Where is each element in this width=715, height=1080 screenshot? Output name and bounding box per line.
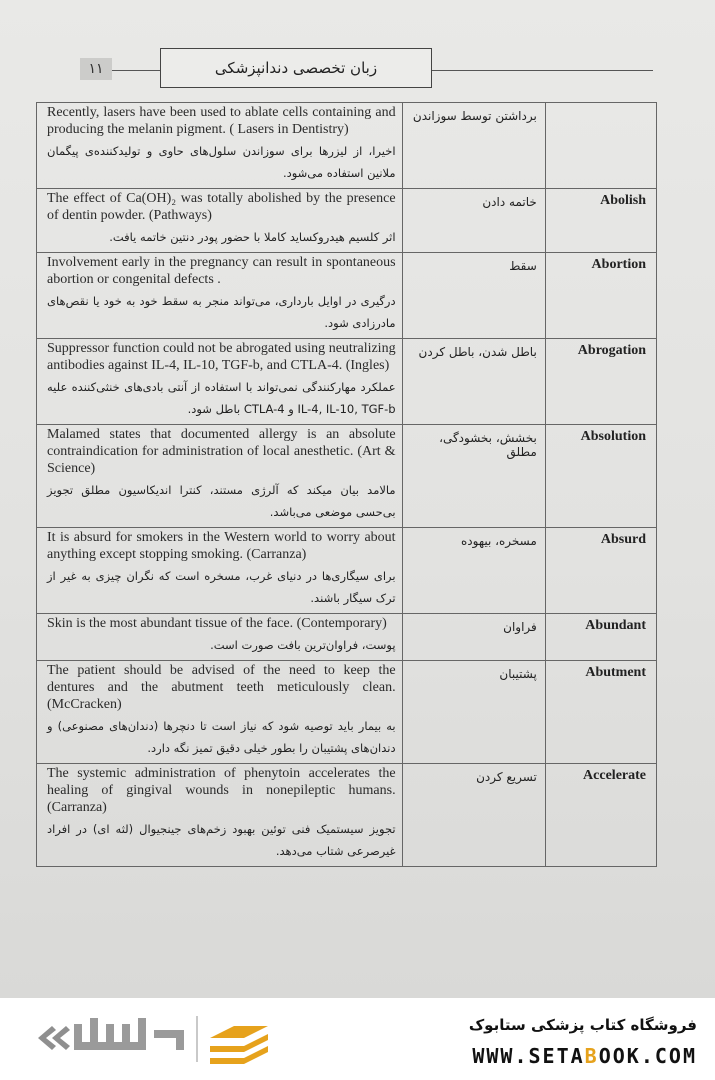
example-english: The patient should be advised of the need to keep the dentures and the abutment teeth meticulously clean. (McCracken): [47, 663, 396, 712]
persian-meaning: خاتمه دادن: [402, 189, 545, 253]
example-cell: [37, 425, 403, 528]
example-persian: اثر کلسیم هیدروکساید کاملا با حضور پودر دنتین خاتمه یافت.: [109, 230, 396, 244]
example-english: Suppressor function could not be abrogated using neutralizing antibodies against IL-4, IL-10, TGF-b, and CTLA-4. (Ingles): [47, 341, 396, 373]
english-term: Accelerate: [545, 764, 656, 867]
url-suffix: OOK.COM: [598, 1044, 697, 1068]
store-name: فروشگاه کتاب پزشکی ستابوک: [468, 1016, 697, 1034]
vocabulary-table: [36, 102, 657, 867]
persian-meaning: مسخره، بیهوده: [402, 528, 545, 614]
english-term: Abortion: [545, 253, 656, 339]
vocabulary-row: [37, 339, 657, 425]
url-prefix: WWW.SETA: [472, 1044, 585, 1068]
vocabulary-row: [37, 189, 657, 253]
example-persian: عملکرد مهارکنندگی نمی‌تواند با استفاده از آنتی بادی‌های خنثی‌کننده علیه IL-4, IL-10, TGF-b و CTLA-4 باطل شود.: [47, 380, 396, 416]
vocabulary-row: [37, 253, 657, 339]
persian-meaning: پشتیبان: [402, 661, 545, 764]
example-persian: به بیمار باید توصیه شود که نیاز است تا دنچرها (دندان‌های مصنوعی) و دندان‌های پشتیبان را بطور خیلی دقیق تمیز نگه دارد.: [47, 719, 396, 755]
example-persian: مالامد بیان میکند که آلرژی مستند، کنترا اندیکاسیون مطلق تجویز بی‌حسی موضعی می‌باشد.: [47, 483, 396, 519]
example-persian: برای سیگاری‌ها در دنیای غرب، مسخره است که نگران چیزی به غیر از ترک سیگار باشند.: [47, 569, 396, 605]
example-english: Skin is the most abundant tissue of the face. (Contemporary): [47, 616, 387, 631]
persian-meaning: برداشتن توسط سوزاندن: [402, 103, 545, 189]
page-header-title: زبان تخصصی دندانپزشکی: [160, 48, 432, 88]
example-english: The systemic administration of phenytoin accelerates the healing of gingival wounds in nonepileptic humans. (Carranza): [47, 766, 396, 815]
example-persian: تجویز سیستمیک فنی توئین بهبود زخم‌های جینجیوال (لثه ای) در افراد غیرصرعی شتاب می‌دهد.: [47, 822, 396, 858]
persian-meaning: تسریع کردن: [402, 764, 545, 867]
vocabulary-row: [37, 103, 657, 189]
example-cell: [37, 661, 403, 764]
example-cell: [37, 253, 403, 339]
setabook-logo-mark: [30, 1008, 280, 1070]
url-accent-letter: B: [584, 1044, 599, 1068]
example-english: The effect of Ca(OH)₂ was totally abolished by the presence of dentin powder. (Pathways): [47, 191, 396, 223]
example-english: Malamed states that documented allergy is an absolute contraindication for administration of local anesthetic. (Art & Science): [47, 427, 396, 476]
english-term: Absolution: [545, 425, 656, 528]
vocabulary-row: [37, 425, 657, 528]
example-english: Involvement early in the pregnancy can result in spontaneous abortion or congenital defects .: [47, 255, 396, 287]
vocabulary-row: [37, 614, 657, 661]
english-term: Absurd: [545, 528, 656, 614]
example-cell: [37, 614, 403, 661]
page-number: ۱۱: [80, 58, 112, 80]
example-persian: اخیرا، از لیزرها برای سوزاندن سلول‌های حاوی و تولیدکننده‌ی پیگمان ملانین استفاده می‌شود.: [47, 144, 396, 180]
example-persian: درگیری در اوایل بارداری، می‌تواند منجر به سقط خود به خود یا نقص‌های مادرزادی شود.: [47, 294, 396, 330]
publisher-footer: [0, 998, 715, 1080]
persian-meaning: فراوان: [402, 614, 545, 661]
persian-meaning: بخشش، بخشودگی، مطلق: [402, 425, 545, 528]
example-cell: [37, 339, 403, 425]
example-cell: [37, 189, 403, 253]
english-term: Abundant: [545, 614, 656, 661]
example-cell: [37, 764, 403, 867]
english-term: Abrogation: [545, 339, 656, 425]
vocabulary-table-body: [37, 103, 657, 867]
persian-meaning: باطل شدن، باطل کردن: [402, 339, 545, 425]
vocabulary-row: [37, 528, 657, 614]
persian-meaning: سقط: [402, 253, 545, 339]
english-term: Abolish: [545, 189, 656, 253]
example-cell: [37, 103, 403, 189]
vocabulary-row: [37, 661, 657, 764]
vocabulary-row: [37, 764, 657, 867]
example-english: It is absurd for smokers in the Western world to worry about anything except stopping smoking. (Carranza): [47, 530, 396, 562]
example-english: Recently, lasers have been used to ablate cells containing and producing the melanin pigment. ( Lasers in Dentistry): [47, 105, 396, 137]
setabook-logo: [30, 1008, 280, 1070]
example-persian: پوست، فراوان‌ترین بافت صورت است.: [210, 638, 396, 652]
english-term: [545, 103, 656, 189]
store-url[interactable]: [472, 1044, 697, 1068]
english-term: Abutment: [545, 661, 656, 764]
example-cell: [37, 528, 403, 614]
